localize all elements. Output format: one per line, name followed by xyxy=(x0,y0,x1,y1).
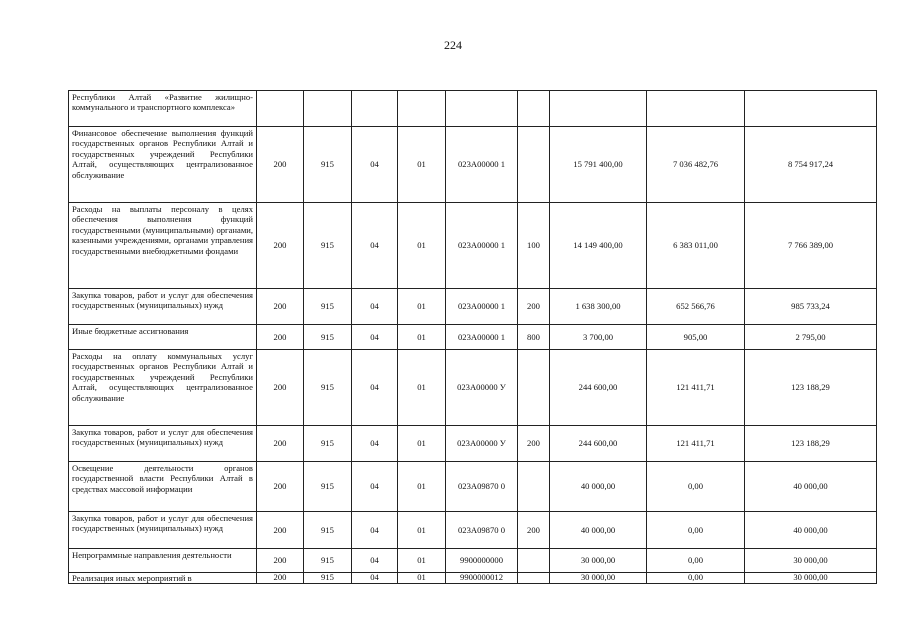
cell-col-f xyxy=(518,127,550,203)
row-description: Закупка товаров, работ и услуг для обеспечения государственных (муниципальных) нужд xyxy=(69,426,257,462)
cell-col-c: 04 xyxy=(352,549,398,573)
cell-col-d xyxy=(398,91,446,127)
cell-col-c xyxy=(352,91,398,127)
cell-col-f xyxy=(518,91,550,127)
cell-col-f: 200 xyxy=(518,289,550,325)
table-row xyxy=(69,91,877,127)
cell-col-i: 2 795,00 xyxy=(745,325,877,350)
cell-col-i: 123 188,29 xyxy=(745,350,877,426)
cell-col-i: 30 000,00 xyxy=(745,549,877,573)
cell-col-i: 123 188,29 xyxy=(745,426,877,462)
cell-col-b: 915 xyxy=(304,462,352,512)
cell-col-d: 01 xyxy=(398,350,446,426)
cell-col-d: 01 xyxy=(398,289,446,325)
cell-col-a: 200 xyxy=(257,573,304,584)
cell-col-d: 01 xyxy=(398,512,446,549)
cell-col-h: 6 383 011,00 xyxy=(647,203,745,289)
cell-col-h xyxy=(647,91,745,127)
page-number: 224 xyxy=(444,38,462,52)
cell-col-a: 200 xyxy=(257,549,304,573)
table-row xyxy=(69,573,877,584)
cell-col-g: 244 600,00 xyxy=(550,350,647,426)
cell-col-e: 023А00000 1 xyxy=(446,127,518,203)
table-row xyxy=(69,289,877,325)
cell-col-h: 0,00 xyxy=(647,573,745,584)
row-description: Иные бюджетные ассигнования xyxy=(69,325,257,350)
table-row xyxy=(69,512,877,549)
table-row xyxy=(69,462,877,512)
cell-col-a: 200 xyxy=(257,350,304,426)
cell-col-e: 023А00000 У xyxy=(446,350,518,426)
cell-col-d: 01 xyxy=(398,127,446,203)
cell-col-a: 200 xyxy=(257,426,304,462)
cell-col-e: 9900000000 xyxy=(446,549,518,573)
cell-col-b: 915 xyxy=(304,289,352,325)
cell-col-a: 200 xyxy=(257,289,304,325)
row-description: Непрограммные направления деятельности xyxy=(69,549,257,573)
cell-col-i: 7 766 389,00 xyxy=(745,203,877,289)
cell-col-d: 01 xyxy=(398,325,446,350)
row-description: Расходы на выплаты персоналу в целях обеспечения выполнения функций государственными (муниципальными) органами, казенными учреждениями, органами управления государственными внебюджетными фондами xyxy=(69,203,257,289)
cell-col-f: 800 xyxy=(518,325,550,350)
cell-col-g xyxy=(550,91,647,127)
cell-col-g: 30 000,00 xyxy=(550,549,647,573)
cell-col-h: 652 566,76 xyxy=(647,289,745,325)
cell-col-a: 200 xyxy=(257,127,304,203)
cell-col-c: 04 xyxy=(352,289,398,325)
cell-col-g: 14 149 400,00 xyxy=(550,203,647,289)
cell-col-d: 01 xyxy=(398,462,446,512)
cell-col-f: 100 xyxy=(518,203,550,289)
cell-col-b: 915 xyxy=(304,573,352,584)
row-description: Закупка товаров, работ и услуг для обеспечения государственных (муниципальных) нужд xyxy=(69,289,257,325)
cell-col-e: 023А09870 0 xyxy=(446,462,518,512)
cell-col-h: 7 036 482,76 xyxy=(647,127,745,203)
cell-col-d: 01 xyxy=(398,203,446,289)
cell-col-a xyxy=(257,91,304,127)
cell-col-i: 8 754 917,24 xyxy=(745,127,877,203)
cell-col-h: 905,00 xyxy=(647,325,745,350)
cell-col-e: 9900000012 xyxy=(446,573,518,584)
table-row xyxy=(69,426,877,462)
cell-col-a: 200 xyxy=(257,325,304,350)
row-description: Закупка товаров, работ и услуг для обеспечения государственных (муниципальных) нужд xyxy=(69,512,257,549)
cell-col-c: 04 xyxy=(352,127,398,203)
cell-col-b: 915 xyxy=(304,127,352,203)
budget-table xyxy=(68,90,877,584)
cell-col-a: 200 xyxy=(257,512,304,549)
cell-col-d: 01 xyxy=(398,549,446,573)
row-description: Финансовое обеспечение выполнения функций государственных органов Республики Алтай и государственных учреждений Республики Алтай, осуществляющих централизованное обслуживание xyxy=(69,127,257,203)
cell-col-b: 915 xyxy=(304,549,352,573)
cell-col-a: 200 xyxy=(257,462,304,512)
cell-col-b: 915 xyxy=(304,426,352,462)
row-description: Реализация иных мероприятий в xyxy=(69,573,257,584)
cell-col-b: 915 xyxy=(304,325,352,350)
cell-col-h: 0,00 xyxy=(647,512,745,549)
row-description: Республики Алтай «Развитие жилищно-коммунального и транспортного комплекса» xyxy=(69,91,257,127)
row-description: Освещение деятельности органов государственной власти Республики Алтай в средствах массовой информации xyxy=(69,462,257,512)
cell-col-g: 30 000,00 xyxy=(550,573,647,584)
cell-col-e: 023А00000 1 xyxy=(446,203,518,289)
cell-col-c: 04 xyxy=(352,462,398,512)
cell-col-c: 04 xyxy=(352,573,398,584)
cell-col-g: 40 000,00 xyxy=(550,512,647,549)
cell-col-g: 40 000,00 xyxy=(550,462,647,512)
cell-col-c: 04 xyxy=(352,325,398,350)
cell-col-d: 01 xyxy=(398,426,446,462)
cell-col-e: 023А00000 1 xyxy=(446,289,518,325)
cell-col-b: 915 xyxy=(304,350,352,426)
cell-col-a: 200 xyxy=(257,203,304,289)
cell-col-f: 200 xyxy=(518,426,550,462)
cell-col-g: 244 600,00 xyxy=(550,426,647,462)
cell-col-c: 04 xyxy=(352,512,398,549)
cell-col-c: 04 xyxy=(352,350,398,426)
cell-col-c: 04 xyxy=(352,203,398,289)
table-row xyxy=(69,549,877,573)
table-row xyxy=(69,325,877,350)
cell-col-b: 915 xyxy=(304,512,352,549)
cell-col-i xyxy=(745,91,877,127)
cell-col-d: 01 xyxy=(398,573,446,584)
cell-col-i: 40 000,00 xyxy=(745,462,877,512)
cell-col-h: 0,00 xyxy=(647,549,745,573)
cell-col-f xyxy=(518,549,550,573)
cell-col-f: 200 xyxy=(518,512,550,549)
cell-col-b xyxy=(304,91,352,127)
cell-col-h: 0,00 xyxy=(647,462,745,512)
cell-col-b: 915 xyxy=(304,203,352,289)
cell-col-e xyxy=(446,91,518,127)
cell-col-g: 1 638 300,00 xyxy=(550,289,647,325)
cell-col-h: 121 411,71 xyxy=(647,426,745,462)
cell-col-c: 04 xyxy=(352,426,398,462)
table-row xyxy=(69,127,877,203)
cell-col-i: 40 000,00 xyxy=(745,512,877,549)
cell-col-f xyxy=(518,573,550,584)
cell-col-i: 985 733,24 xyxy=(745,289,877,325)
cell-col-i: 30 000,00 xyxy=(745,573,877,584)
cell-col-f xyxy=(518,462,550,512)
cell-col-e: 023А09870 0 xyxy=(446,512,518,549)
cell-col-e: 023А00000 У xyxy=(446,426,518,462)
table-row xyxy=(69,203,877,289)
cell-col-h: 121 411,71 xyxy=(647,350,745,426)
cell-col-e: 023А00000 1 xyxy=(446,325,518,350)
cell-col-g: 15 791 400,00 xyxy=(550,127,647,203)
table-row xyxy=(69,350,877,426)
cell-col-g: 3 700,00 xyxy=(550,325,647,350)
cell-col-f xyxy=(518,350,550,426)
row-description: Расходы на оплату коммунальных услуг государственных органов Республики Алтай и государственных учреждений Республики Алтай, осуществляющих централизованное обслуживание xyxy=(69,350,257,426)
